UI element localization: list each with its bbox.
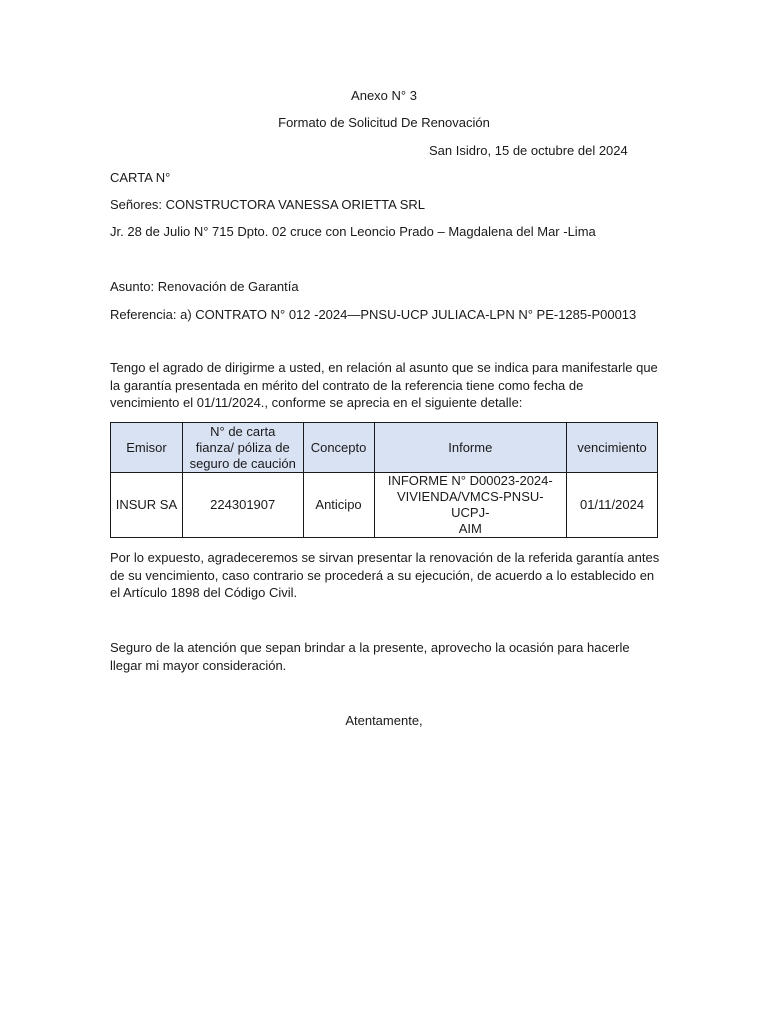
address-line: Jr. 28 de Julio N° 715 Dpto. 02 cruce con Leoncio Prado – Magdalena del Mar -Lima xyxy=(110,224,596,239)
intro-line: la garantía presentada en mérito del contrato de la referencia tiene como fecha de xyxy=(110,377,584,393)
closing-line: Por lo expuesto, agradeceremos se sirvan presentar la renovación de la referida garantía antes xyxy=(110,550,660,565)
cell-emisor: INSUR SA xyxy=(111,473,183,538)
closing-line: de su vencimiento, caso contrario se procederá a su ejecución, de acuerdo a lo establecido en xyxy=(110,567,655,583)
table-row xyxy=(111,473,658,538)
closing-line: el Artículo 1898 del Código Civil. xyxy=(110,585,298,600)
recipient-line: Señores: CONSTRUCTORA VANESSA ORIETTA SRL xyxy=(110,197,425,212)
subject-line: Asunto: Renovación de Garantía xyxy=(110,279,299,294)
cell-concepto: Anticipo xyxy=(303,473,374,538)
header-carta-fianza: N° de carta fianza/ póliza de seguro de caución xyxy=(182,423,303,473)
guarantee-detail-table xyxy=(110,422,658,538)
header-vencimiento: vencimiento xyxy=(567,423,658,473)
intro-line: Tengo el agrado de dirigirme a usted, en relación al asunto que se indica para manifestarle que xyxy=(110,360,658,375)
farewell-line: llegar mi mayor consideración. xyxy=(110,657,287,673)
cell-vencimiento: 01/11/2024 xyxy=(567,473,658,538)
sign-off: Atentamente, xyxy=(345,713,423,728)
intro-paragraph xyxy=(110,359,662,412)
table-header-row xyxy=(111,423,658,473)
header-emisor: Emisor xyxy=(111,423,183,473)
place-date: San Isidro, 15 de octubre del 2024 xyxy=(429,143,628,158)
annex-title: Anexo N° 3 xyxy=(351,88,417,103)
farewell-paragraph xyxy=(110,639,662,674)
letter-number: CARTA N° xyxy=(110,170,171,185)
farewell-line: Seguro de la atención que sepan brindar a la presente, aprovecho la ocasión para hacerle xyxy=(110,640,630,655)
reference-line: Referencia: a) CONTRATO N° 012 -2024—PNSU-UCP JULIACA-LPN N° PE-1285-P00013 xyxy=(110,307,637,322)
cell-carta-fianza: 224301907 xyxy=(182,473,303,538)
closing-paragraph xyxy=(110,549,662,602)
cell-informe: INFORME N° D00023-2024- VIVIENDA/VMCS-PNSU-UCPJ- AIM xyxy=(374,473,567,538)
header-concepto: Concepto xyxy=(303,423,374,473)
intro-line: vencimiento el 01/11/2024., conforme se aprecia en el siguiente detalle: xyxy=(110,395,523,410)
header-informe: Informe xyxy=(374,423,567,473)
document-subtitle: Formato de Solicitud De Renovación xyxy=(278,115,490,130)
